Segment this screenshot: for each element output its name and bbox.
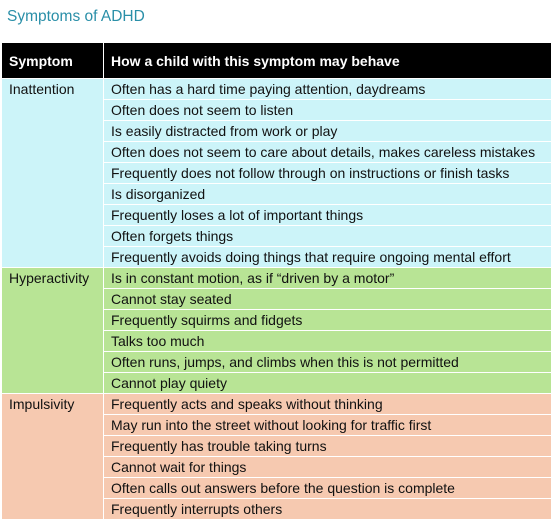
behavior-cell: Often does not seem to care about details, makes careless mistakes: [104, 142, 552, 163]
table-row: [2, 268, 552, 289]
behavior-cell: Often runs, jumps, and climbs when this is not permitted: [104, 352, 552, 373]
behavior-cell: Often does not seem to listen: [104, 100, 552, 121]
behavior-cell: Cannot stay seated: [104, 289, 552, 310]
adhd-symptoms-table: [1, 42, 552, 520]
behavior-cell: Frequently acts and speaks without thinking: [104, 394, 552, 415]
behavior-cell: May run into the street without looking for traffic first: [104, 415, 552, 436]
behavior-cell: Frequently has trouble taking turns: [104, 436, 552, 457]
behavior-cell: Is in constant motion, as if “driven by a motor”: [104, 268, 552, 289]
behavior-cell: Cannot play quiety: [104, 373, 552, 394]
behavior-cell: Often forgets things: [104, 226, 552, 247]
symptom-cell-impulsivity: Impulsivity: [2, 394, 104, 520]
symptom-cell-inattention: Inattention: [2, 79, 104, 268]
behavior-cell: Talks too much: [104, 331, 552, 352]
behavior-cell: Often calls out answers before the question is complete: [104, 478, 552, 499]
behavior-cell: Frequently squirms and fidgets: [104, 310, 552, 331]
behavior-cell: Frequently avoids doing things that require ongoing mental effort: [104, 247, 552, 268]
symptom-column-header: Symptom: [2, 43, 104, 79]
behavior-cell: Is easily distracted from work or play: [104, 121, 552, 142]
table-row: [2, 79, 552, 100]
behavior-column-header: How a child with this symptom may behave: [104, 43, 552, 79]
behavior-cell: Cannot wait for things: [104, 457, 552, 478]
table-header: [2, 43, 552, 79]
behavior-cell: Frequently does not follow through on instructions or finish tasks: [104, 163, 552, 184]
table-row: [2, 394, 552, 415]
behavior-cell: Frequently interrupts others: [104, 499, 552, 520]
behavior-cell: Frequently loses a lot of important things: [104, 205, 552, 226]
header-row: [2, 43, 552, 79]
behavior-cell: Often has a hard time paying attention, daydreams: [104, 79, 552, 100]
table-body: [2, 79, 552, 520]
page-title: Symptoms of ADHD: [7, 8, 145, 25]
behavior-cell: Is disorganized: [104, 184, 552, 205]
symptom-cell-hyperactivity: Hyperactivity: [2, 268, 104, 394]
